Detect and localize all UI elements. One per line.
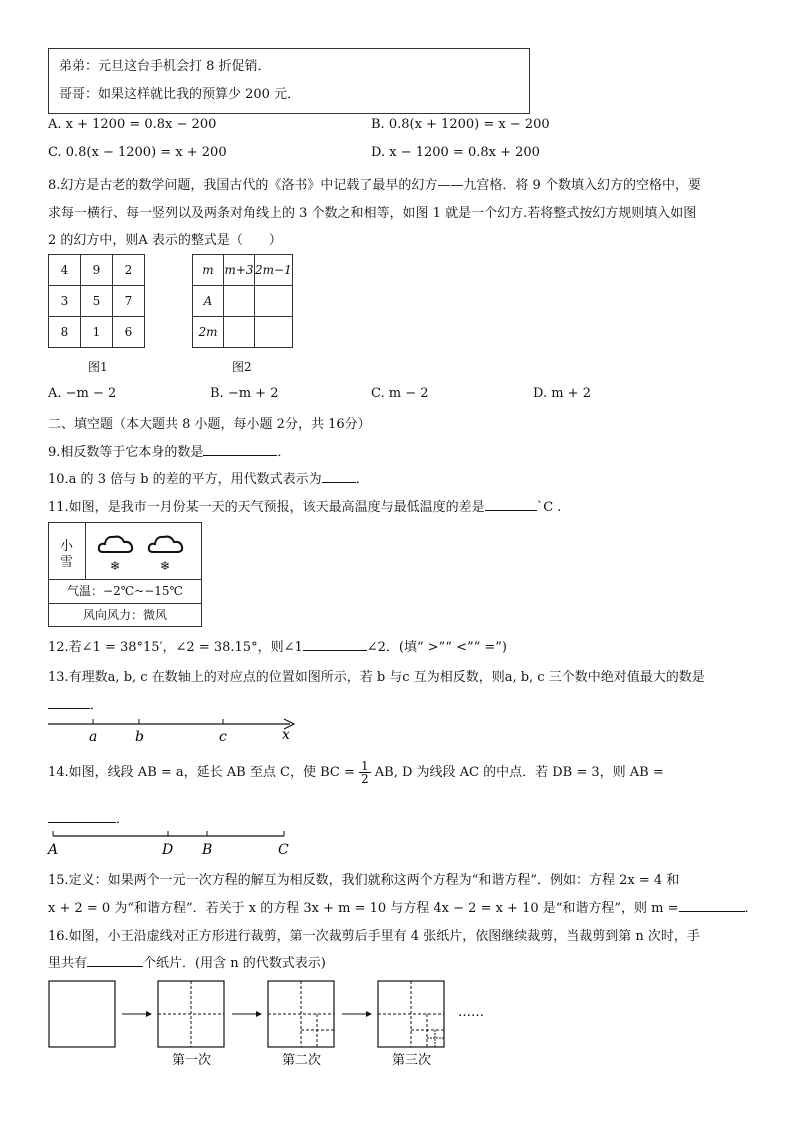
magic-square-row: [49, 255, 145, 286]
answer-blank: [87, 954, 143, 967]
dialog-line: 弟弟：元旦这台手机会打 8 折促销．: [59, 59, 271, 74]
magic-square-cell: 2: [113, 255, 145, 286]
magic-square-row: [49, 317, 145, 348]
magic-square-cell: [255, 286, 293, 317]
magic-square-row: [193, 317, 293, 348]
question-15-line: 15.定义：如果两个一元一次方程的解互为相反数，我们就称这两个方程为“和谐方程”．例如：方程 2x = 4 和: [48, 873, 680, 888]
question-14: [48, 760, 664, 785]
arrow-right-icon: [256, 1011, 262, 1017]
option-d: D. x − 1200 = 0.8x + 200: [371, 145, 540, 160]
question-10-text: 10.a 的 3 倍与 b 的差的平方，用代数式表示为: [48, 472, 322, 487]
cut-label-second: 第二次: [282, 1053, 322, 1068]
weather-forecast-table: [48, 522, 202, 627]
answer-blank: [203, 443, 277, 456]
magic-square-cell: [224, 286, 255, 317]
magic-square-cell: 2m−1: [255, 255, 293, 286]
option-b: B. 0.8(x + 1200) = x − 200: [371, 117, 550, 132]
answer-blank: [485, 498, 537, 511]
temperature-row: 气温：−2℃~−15℃: [49, 580, 201, 604]
question-12-tail: ∠2．(填“ >”“ <”“ =”): [366, 640, 507, 655]
answer-blank: [48, 696, 90, 709]
cut-label-third: 第三次: [392, 1053, 432, 1068]
arrow-right-icon: [146, 1011, 152, 1017]
option-c: C. 0.8(x − 1200) = x + 200: [48, 145, 227, 160]
q8-option-c: C. m − 2: [371, 386, 429, 401]
magic-square-cell: A: [193, 286, 224, 317]
snowflake-icon: ❄: [160, 559, 171, 573]
magic-square-cell: 7: [113, 286, 145, 317]
square-original: [49, 981, 115, 1047]
point-B-label: B: [202, 842, 213, 858]
magic-square-cell: 4: [49, 255, 81, 286]
fraction-denominator: 2: [360, 772, 369, 786]
magic-square-cell: [224, 317, 255, 348]
magic-square-cell: 1: [81, 317, 113, 348]
magic-square-cell: 8: [49, 317, 81, 348]
weather-label-char: 小: [60, 539, 74, 554]
q8-option-a: A. −m − 2: [48, 386, 117, 401]
question-16-line2: [48, 952, 326, 971]
magic-square-cell: m+3: [224, 255, 255, 286]
q8-option-d: D. m + 2: [533, 386, 591, 401]
cloud-icon: [147, 533, 185, 555]
question-8-line: 求每一横行、每一竖列以及两条对角线上的 3 个数之和相等，如图 1 就是一个幻方.若将整式按幻方规则填入如图: [48, 206, 697, 221]
point-b-label: b: [135, 729, 144, 745]
question-16-text-a: 里共有: [48, 956, 88, 971]
magic-square-cell: m: [193, 255, 224, 286]
point-D-label: D: [162, 842, 174, 858]
cut-label-first: 第一次: [172, 1053, 212, 1068]
weather-label-cell: [49, 523, 86, 579]
number-line: [46, 714, 306, 746]
question-15-line2: x + 2 = 0 为“和谐方程”．若关于 x 的方程 3x + m = 10 与方程 4x − 2 = x + 10 是“和谐方程”，则 m = ．: [48, 901, 758, 916]
question-14-answer: ．: [48, 808, 129, 827]
question-12-text: 12.若∠1 = 38°15′，∠2 = 38.15°，则∠1: [48, 640, 303, 655]
magic-square-cell: [255, 317, 293, 348]
axis-x-label: x: [282, 727, 290, 743]
fraction-numerator: 1: [360, 759, 369, 773]
question-16-line: 16.如图，小王沿虚线对正方形进行裁剪，第一次裁剪后手里有 4 张纸片，依图继续裁剪，当裁剪到第 n 次时，手: [48, 929, 700, 944]
figure-1-caption: 图1: [88, 360, 108, 374]
question-8-line: 2 的幻方中，则A 表示的整式是（ ）: [48, 233, 282, 248]
dialog-line: 哥哥：如果这样就比我的预算少 200 元．: [59, 87, 301, 102]
q8-option-b: B. −m + 2: [210, 386, 279, 401]
magic-square-cell: 3: [49, 286, 81, 317]
snowflake-icon: ❄: [110, 559, 121, 573]
weather-top-row: [49, 523, 201, 580]
magic-square-cell: 9: [81, 255, 113, 286]
magic-square-row: [193, 255, 293, 286]
question-15-text: x + 2 = 0 为“和谐方程”．若关于 x 的方程 3x + m = 10 与方程 4x − 2 = x + 10 是“和谐方程”，则 m =: [48, 901, 679, 916]
question-9: 9.相反数等于它本身的数是 ．: [48, 445, 291, 460]
weather-label-char: 雪: [60, 555, 74, 570]
answer-blank: [679, 899, 745, 912]
option-a: A. x + 1200 = 0.8x − 200: [48, 117, 217, 132]
point-A-label: A: [48, 842, 59, 858]
cloud-icon: [97, 533, 135, 555]
point-c-label: c: [219, 729, 227, 745]
question-11-text: 11.如图，是我市一月份某一天的天气预报，该天最高温度与最低温度的差是: [48, 500, 485, 515]
magic-square-figure-1: [48, 254, 145, 348]
figure-2-caption: 图2: [232, 360, 252, 374]
question-11: [48, 496, 561, 515]
question-14-pre: 14.如图，线段 AB = a，延长 AB 至点 C，使 BC =: [48, 765, 355, 780]
question-16-text-b: 个纸片．(用含 n 的代数式表示): [143, 956, 326, 971]
point-a-label: a: [89, 729, 98, 745]
answer-blank: [48, 810, 116, 823]
point-C-label: C: [278, 842, 289, 858]
answer-blank: [322, 470, 356, 483]
magic-square-figure-2: [192, 254, 293, 348]
arrow-right-icon: [366, 1011, 372, 1017]
continuation-dots: ……: [458, 1005, 484, 1020]
section-heading: 二、填空题（本大题共 8 小题，每小题 2分，共 16分）: [48, 417, 371, 432]
magic-square-cell: 5: [81, 286, 113, 317]
magic-square-cell: 6: [113, 317, 145, 348]
wind-row: 风向风力：微风: [82, 608, 167, 622]
segment-figure: [46, 828, 306, 860]
question-9-text: 9.相反数等于它本身的数是: [48, 445, 204, 460]
question-14-post: AB, D 为线段 AC 的中点．若 DB = 3，则 AB =: [374, 765, 664, 780]
magic-square-row: [193, 286, 293, 317]
answer-blank: [303, 638, 367, 651]
magic-square-row: [49, 286, 145, 317]
question-12: [48, 636, 507, 655]
question-13-text: 13.有理数a, b, c 在数轴上的对应点的位置如图所示，若 b 与c 互为相反数，则a, b, c 三个数中绝对值最大的数是: [48, 670, 705, 685]
magic-square-cell: 2m: [193, 317, 224, 348]
paper-cutting-figure: [46, 978, 496, 1068]
question-11-unit: `C .: [536, 500, 562, 515]
question-13-answer: ．: [48, 694, 103, 713]
fraction-half: [359, 760, 371, 785]
dialog-box: [48, 48, 530, 114]
question-10: 10.a 的 3 倍与 b 的差的平方，用代数式表示为 ．: [48, 472, 369, 487]
question-8-line: 8.幻方是古老的数学问题，我国古代的《洛书》中记载了最早的幻方——九宫格．将 9 个数填入幻方的空格中，要: [48, 178, 701, 193]
